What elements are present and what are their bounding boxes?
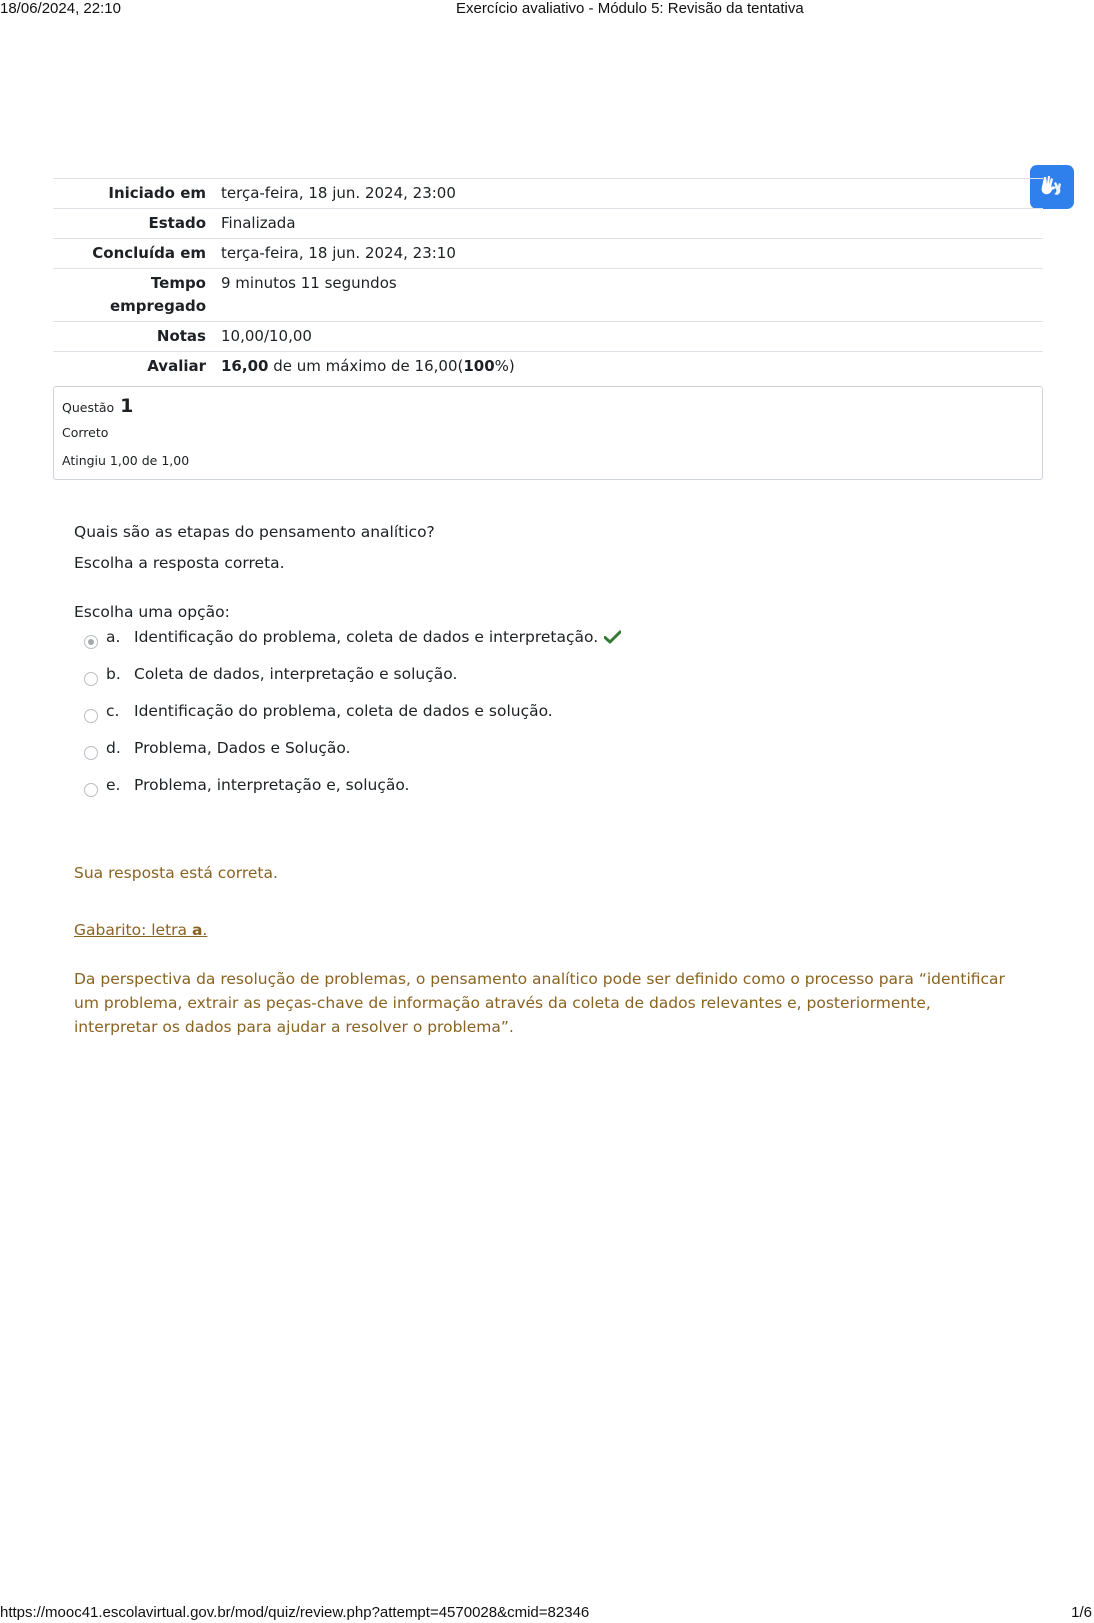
- answer-option-b[interactable]: [82, 665, 982, 702]
- answer-option-c[interactable]: [82, 702, 982, 739]
- state-value: Finalizada: [221, 214, 296, 232]
- grade-end: %): [494, 357, 515, 375]
- answer-text-c: Identificação do problema, coleta de dados e solução.: [134, 702, 553, 720]
- question-state: Correto: [62, 425, 109, 440]
- time-value: 9 minutos 11 segundos: [221, 274, 397, 292]
- answer-radio-d[interactable]: [84, 746, 98, 760]
- question-grade: Atingiu 1,00 de 1,00: [62, 453, 190, 468]
- grade-value: [213, 352, 1043, 382]
- answer-key-letter: a: [191, 921, 203, 939]
- answer-text: [134, 628, 621, 646]
- answer-option-e[interactable]: [82, 776, 982, 813]
- summary-row-state: [53, 209, 1043, 239]
- feedback-explanation: Da perspectiva da resolução de problemas, o pensamento analítico pode ser definido como o processo para “identificar um problema, extrair as peças-chave de informação através da coleta de dados relevantes e, posteriormente, interpretar os dados para ajudar a resolver o problema”.: [74, 970, 1005, 1036]
- answer-letter: e.: [106, 776, 121, 794]
- answer-text-e: Problema, interpretação e, solução.: [134, 776, 410, 794]
- time-label-line-1: Tempo: [150, 274, 206, 292]
- grade-max-text: de um máximo de 16,00(: [268, 357, 464, 375]
- answer-letter: c.: [106, 702, 120, 720]
- answer-text-b: Coleta de dados, interpretação e solução.: [134, 665, 458, 683]
- started-value: terça-feira, 18 jun. 2024, 23:00: [221, 184, 456, 202]
- question-info-box: [53, 386, 1043, 480]
- print-header: [0, 0, 1094, 18]
- summary-row-marks: [53, 322, 1043, 352]
- summary-row-completed: [53, 239, 1043, 269]
- grade-label: Avaliar: [147, 357, 206, 375]
- answer-radio-e[interactable]: [84, 783, 98, 797]
- print-footer: [0, 1604, 1094, 1622]
- question-number-label: Questão: [62, 400, 115, 415]
- answer-option-d[interactable]: [82, 739, 982, 776]
- summary-row-grade: [53, 352, 1043, 382]
- print-page-title: Exercício avaliativo - Módulo 5: Revisão da tentativa: [456, 0, 804, 17]
- print-datetime: 18/06/2024, 22:10: [0, 0, 121, 17]
- answer-option-a[interactable]: [82, 628, 982, 665]
- answer-letter: b.: [106, 665, 121, 683]
- grade-score: 16,00: [221, 357, 269, 375]
- completed-label: Concluída em: [92, 244, 206, 262]
- question-text: Quais são as etapas do pensamento analítico?: [74, 523, 435, 541]
- grade-percent: 100: [463, 357, 495, 375]
- attempt-summary-table: [53, 178, 1043, 381]
- answer-text-d: Problema, Dados e Solução.: [134, 739, 351, 757]
- answer-prompt: Escolha uma opção:: [74, 603, 230, 621]
- started-label: Iniciado em: [108, 184, 206, 202]
- time-label-line-2: empregado: [109, 297, 206, 315]
- question-instruction: Escolha a resposta correta.: [74, 554, 285, 572]
- feedback-status: Sua resposta está correta.: [74, 864, 278, 882]
- marks-value: 10,00/10,00: [221, 327, 312, 345]
- summary-row-started: [53, 179, 1043, 209]
- answer-letter: a.: [106, 628, 121, 646]
- answer-radio-a[interactable]: [84, 635, 98, 649]
- time-label: [53, 269, 213, 322]
- marks-label: Notas: [156, 327, 206, 345]
- check-icon: [604, 630, 621, 644]
- answer-radio-b[interactable]: [84, 672, 98, 686]
- answer-letter: d.: [106, 739, 121, 757]
- completed-value: terça-feira, 18 jun. 2024, 23:10: [221, 244, 456, 262]
- answer-key: [74, 921, 207, 939]
- answer-key-suffix: .: [202, 921, 208, 939]
- print-url: https://mooc41.escolavirtual.gov.br/mod/quiz/review.php?attempt=4570028&cmid=82346: [0, 1604, 590, 1621]
- summary-row-time: [53, 269, 1043, 322]
- answer-list: [82, 628, 982, 813]
- state-label: Estado: [148, 214, 206, 232]
- answer-radio-c[interactable]: [84, 709, 98, 723]
- answer-key-prefix: Gabarito: letra: [74, 921, 192, 939]
- question-number: [62, 395, 133, 417]
- answer-text-a: Identificação do problema, coleta de dados e interpretação.: [134, 628, 599, 646]
- print-page-number: 1/6: [1071, 1604, 1092, 1621]
- question-number-value: 1: [120, 395, 134, 417]
